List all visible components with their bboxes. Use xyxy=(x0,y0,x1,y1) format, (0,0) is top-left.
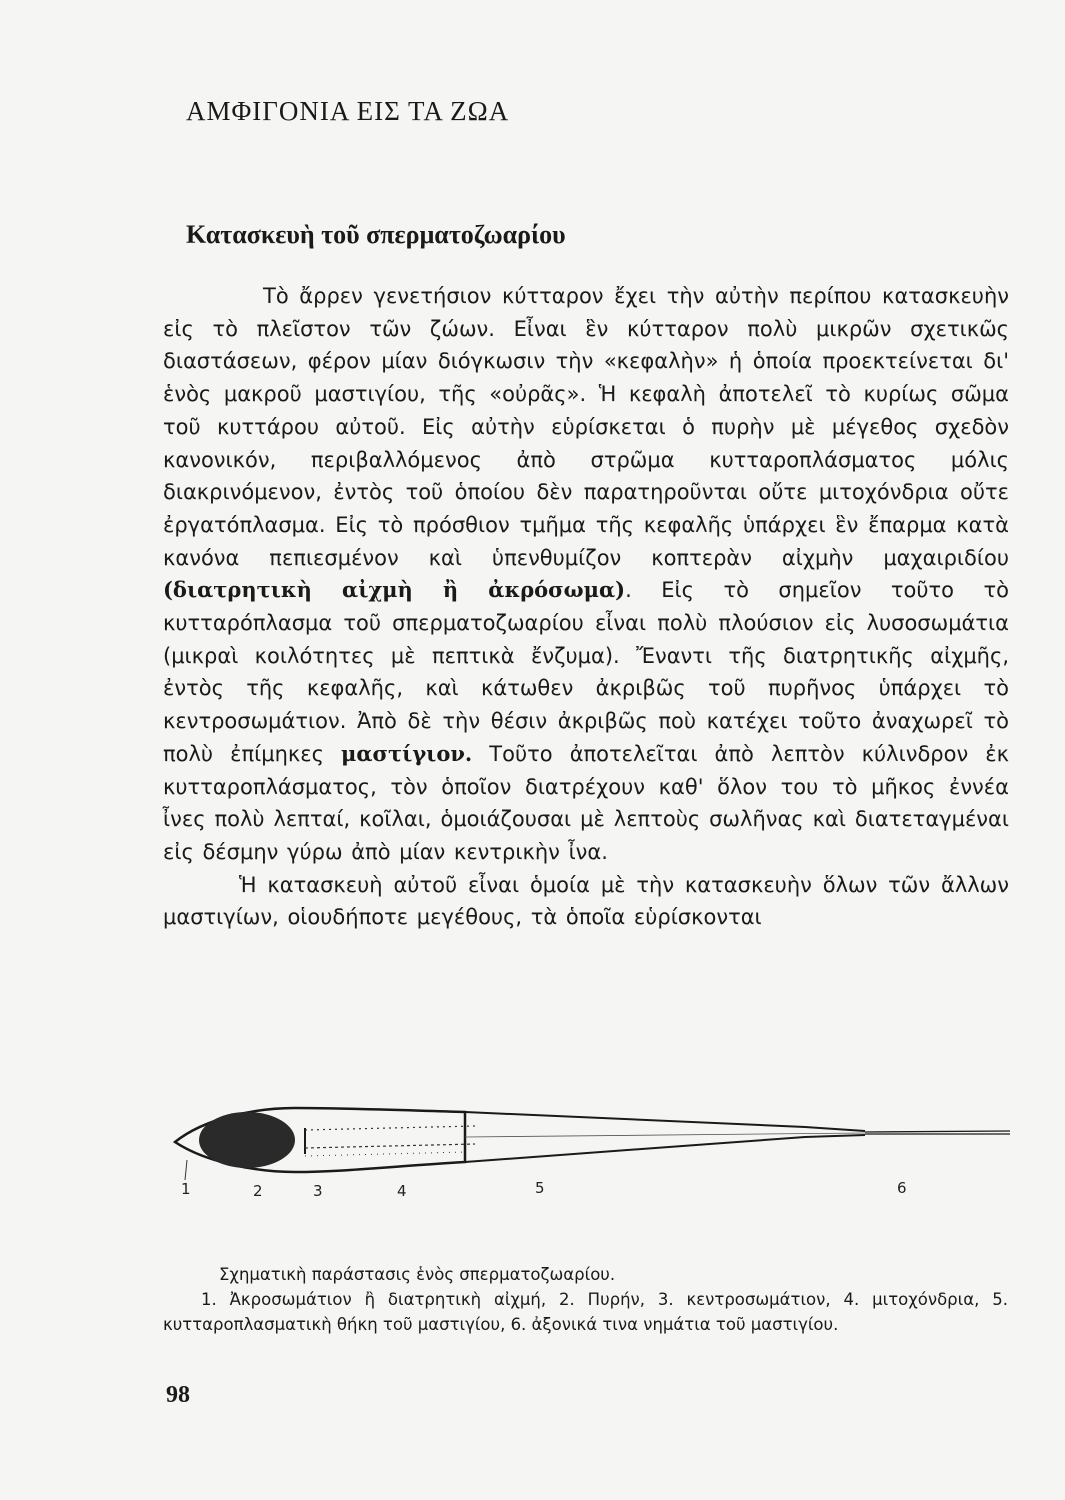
section-title: Κατασκευὴ τοῦ σπερματοζωαρίου xyxy=(186,220,566,249)
paragraph-2 xyxy=(163,869,1009,934)
mitochondria-outer-lower xyxy=(305,1152,465,1156)
running-head: ΑΜΦΙΓΟΝΙΑ ΕΙΣ ΤΑ ΖΩΑ xyxy=(186,96,510,126)
figure-label-3: 3 xyxy=(313,1182,323,1200)
caption-title: Σχηματικὴ παράστασις ἑνὸς σπερματοζωαρίου. xyxy=(219,1265,616,1284)
spermatozoon-figure xyxy=(165,1100,1015,1210)
caption-legend: 1. Ἀκροσωμάτιον ἢ διατρητικὴ αἰχμή, 2. Πυρήν, 3. κεντροσωμάτιον, 4. μιτοχόνδρια, 5. κυτταροπλασματικὴ θήκη τοῦ μαστιγίου, 6. ἀξονικά τινα νημάτια τοῦ μαστιγίου. xyxy=(163,1290,1008,1334)
mitochondria-lower xyxy=(305,1144,475,1148)
figure-label-5: 5 xyxy=(535,1179,545,1197)
text-span: Τοῦτο ἀποτελεῖται ἀπὸ λεπτὸν κύλινδρον ἐκ κυτταροπλάσματος, τὸν ὁποῖον διατρέχουν καθ' ὅλον του τὸ μῆκος ἐννέα ἶνες πολὺ λεπταί, κοῖλαι, ὁμοιάζουσαι μὲ λεπτοὺς σωλῆνας καὶ διατεταγμέναι εἰς δέσμην γύρω ἀπὸ μίαν κεντρικὴν ἶνα. xyxy=(163,741,1009,864)
text-span: Ἡ κατασκευὴ αὐτοῦ εἶναι ὁμοία μὲ τὴν κατασκευὴν ὅλων τῶν ἄλλων μαστιγίων, οἱουδήποτε μεγέθους, τὰ ὁποῖα εὑρίσκονται xyxy=(163,872,1009,930)
mitochondria xyxy=(305,1126,475,1130)
text-span: . Εἰς τὸ σημεῖον τοῦτο τὸ κυτταρόπλασμα τοῦ σπερματοζωαρίου εἶναι πολὺ πλούσιον εἰς λυσοσωμάτια (μικραὶ κοιλότητες μὲ πεπτικὰ ἔνζυμα). Ἔναντι τῆς διατρητικῆς αἰχμῆς, ἐντὸς τῆς κεφαλῆς, καὶ κάτωθεν ἀκριβῶς τοῦ πυρῆνος ὑπάρχει τὸ κεντροσωμάτιον. Ἀπὸ δὲ τὴν θέσιν ἀκριβῶς ποὺ κατέχει τοῦτο ἀναχωρεῖ τὸ πολὺ ἐπίμηκες xyxy=(163,578,1009,766)
text-span: Τὸ ἄρρεν γενετήσιον κύτταρον ἔχει τὴν αὐτὴν περίπου κατασκευὴν εἰς τὸ πλεῖστον τῶν ζώων. Εἶναι ἓν κύτταρον πολὺ μικρῶν σχετικῶς διαστάσεων, φέρον μίαν διόγκωσιν τὴν «κεφαλὴν» ἡ ὁποία προεκτείνεται δι' ἑνὸς μακροῦ μαστιγίου, τῆς «οὐρᾶς». Ἡ κεφαλὴ ἀποτελεῖ τὸ κυρίως σῶμα τοῦ κυττάρου αὐτοῦ. Εἰς αὐτὴν εὑρίσκεται ὁ πυρὴν μὲ μέγεθος σχεδὸν κανονικόν, περιβαλλόμενος ἀπὸ στρῶμα κυτταροπλάσματος μόλις διακρινόμενον, ἐντὸς τοῦ ὁποίου δὲν παρατηροῦνται οὔτε μιτοχόνδρια οὔτε ἐργατόπλασμα. Εἰς τὸ πρόσθιον τμῆμα τῆς κεφαλῆς ὑπάρχει ἓν ἔπαρμα κατὰ κανόνα πεπιεσμένον καὶ ὑπενθυμίζον κοπτερὰν αἰχμὴν μαχαιριδίου xyxy=(163,284,1009,570)
axial-filaments xyxy=(865,1131,1010,1134)
nucleus xyxy=(199,1112,295,1168)
figure-label-2: 2 xyxy=(253,1182,263,1200)
paragraph-1 xyxy=(163,280,1009,869)
bold-term-acrosome: (διατρητικὴ αἰχμὴ ἢ ἀκρόσωμα) xyxy=(163,577,626,603)
figure-label-1: 1 xyxy=(181,1180,191,1198)
figure-label-6: 6 xyxy=(897,1179,907,1197)
figure-caption xyxy=(163,1262,1008,1337)
body-text xyxy=(163,280,1009,934)
page-number: 98 xyxy=(166,1382,190,1408)
spermatozoon-diagram xyxy=(165,1100,1015,1210)
tail-sheath xyxy=(465,1112,865,1162)
bold-term-flagellum: μαστίγιον. xyxy=(341,740,473,766)
figure-label-4: 4 xyxy=(397,1182,407,1200)
leader-line-1 xyxy=(185,1160,187,1180)
